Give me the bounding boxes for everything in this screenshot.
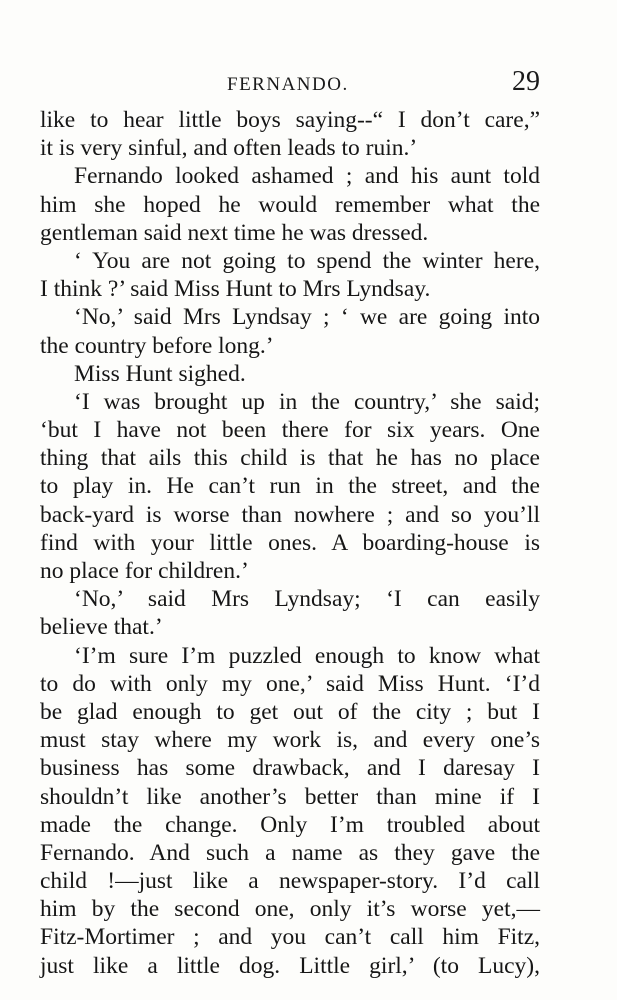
text-line: him by the second one, only it’s worse yet,— bbox=[40, 896, 540, 923]
text-line: ‘I’m sure I’m puzzled enough to know what bbox=[74, 642, 540, 669]
text-line: Fitz-Mortimer ; and you can’t call him Fitz, bbox=[40, 924, 540, 951]
text-line: Fernando. And such a name as they gave the bbox=[40, 839, 540, 866]
text-line: believe that.’ bbox=[40, 614, 163, 641]
text-line: the country before long.’ bbox=[40, 332, 274, 359]
text-line: just like a little dog. Little girl,’ (to Lucy), bbox=[40, 952, 540, 979]
text-line: ‘No,’ said Mrs Lyndsay ; ‘ we are going into bbox=[74, 304, 540, 331]
page-header bbox=[40, 64, 540, 104]
text-line: ‘No,’ said Mrs Lyndsay; ‘I can easily bbox=[74, 586, 540, 613]
text-line: ‘I was brought up in the country,’ she said; bbox=[74, 388, 540, 415]
text-line: no place for children.’ bbox=[40, 558, 249, 584]
running-head: FERNANDO. bbox=[227, 74, 349, 95]
text-line: ‘ You are not going to spend the winter here, bbox=[74, 247, 540, 274]
text-line: made the change. Only I’m troubled about bbox=[40, 811, 540, 838]
body-text bbox=[40, 106, 540, 980]
text-line: child !—just like a newspaper-story. I’d call bbox=[40, 868, 540, 895]
text-line: him she hoped he would remember what the bbox=[40, 191, 540, 218]
text-line: back-yard is worse than nowhere ; and so you’ll bbox=[40, 501, 540, 528]
text-line: shouldn’t like another’s better than mine if I bbox=[40, 783, 540, 810]
text-line: ‘but I have not been there for six years. One bbox=[40, 417, 540, 444]
text-line: be glad enough to get out of the city ; but I bbox=[40, 698, 540, 725]
text-line: business has some drawback, and I daresay I bbox=[40, 755, 540, 782]
page-number: 29 bbox=[512, 66, 540, 97]
text-line: I think ?’ said Miss Hunt to Mrs Lyndsay. bbox=[40, 276, 431, 303]
text-line: find with your little ones. A boarding-house is bbox=[40, 529, 540, 556]
text-line: to play in. He can’t run in the street, and the bbox=[40, 473, 540, 500]
text-line: gentleman said next time he was dressed. bbox=[40, 219, 429, 246]
text-line: like to hear little boys saying--“ I don’t care,” bbox=[40, 107, 540, 133]
text-line: Miss Hunt sighed. bbox=[74, 360, 246, 387]
text-line: it is very sinful, and often leads to ruin.’ bbox=[40, 135, 418, 162]
text-line: to do with only my one,’ said Miss Hunt. ‘I’d bbox=[40, 670, 540, 697]
text-line: must stay where my work is, and every one’s bbox=[40, 727, 540, 754]
text-line: Fernando looked ashamed ; and his aunt told bbox=[74, 163, 540, 190]
text-line: thing that ails this child is that he has no place bbox=[40, 445, 540, 472]
